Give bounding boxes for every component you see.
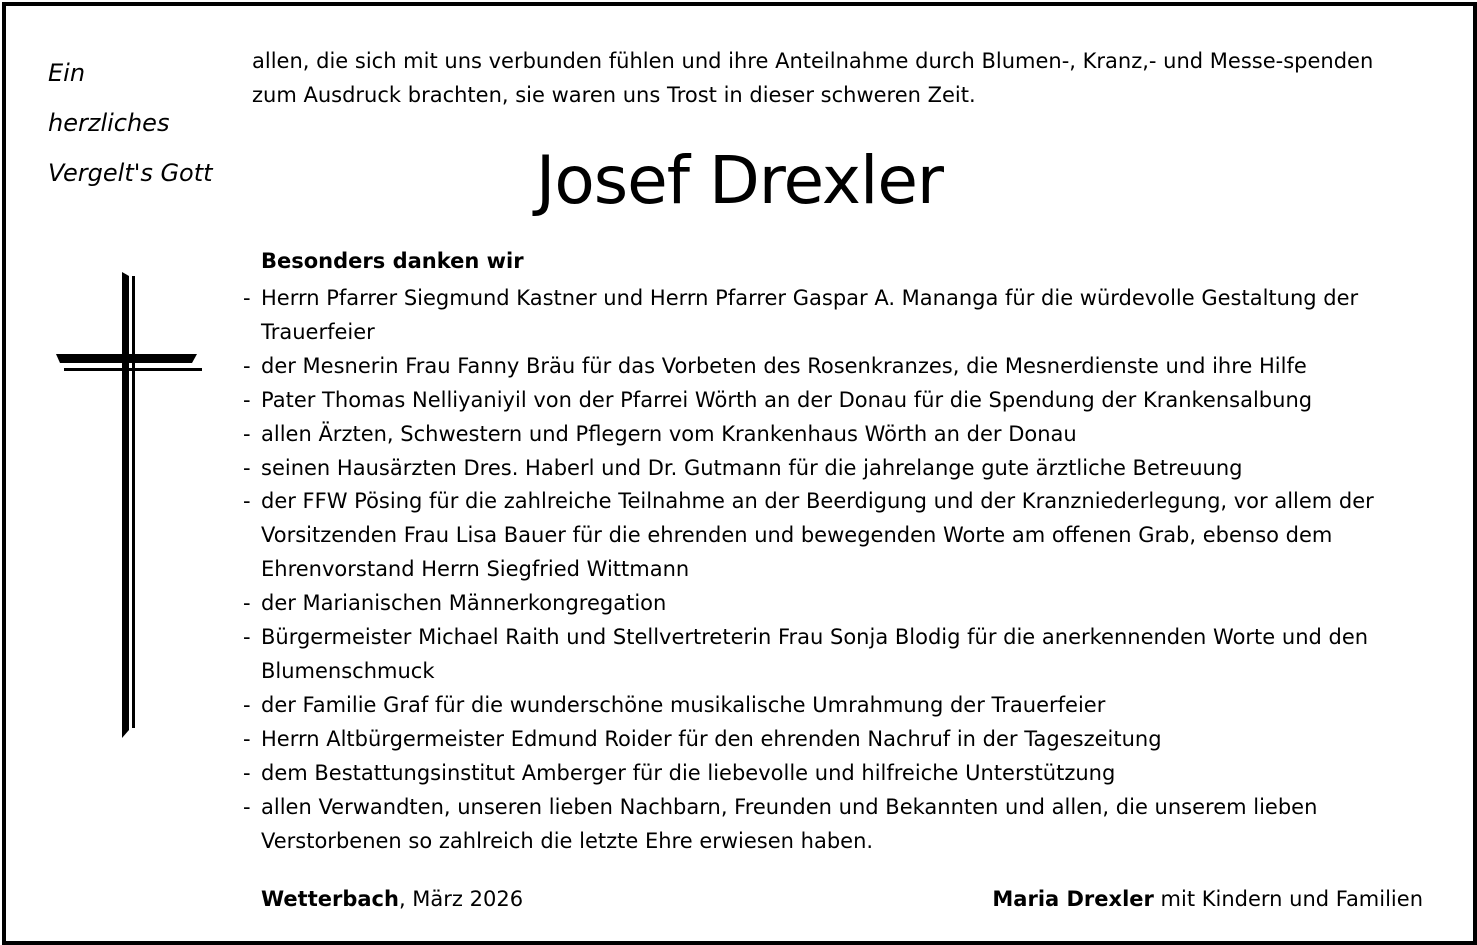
greeting-line-3: Vergelt's Gott bbox=[48, 159, 213, 187]
place: Wetterbach bbox=[261, 887, 399, 911]
list-item: - dem Bestattungsinstitut Amberger für die liebevolle und hilfreiche Unterstützung bbox=[240, 757, 1420, 791]
list-item: - der Marianischen Männerkongregation bbox=[240, 587, 1420, 621]
list-item: - allen Ärzten, Schwestern und Pflegern vom Krankenhaus Wörth an der Donau bbox=[240, 418, 1420, 452]
list-item: - Herrn Altbürgermeister Edmund Roider für den ehrenden Nachruf in der Tageszeitung bbox=[240, 723, 1420, 757]
intro-text: allen, die sich mit uns verbunden fühlen und ihre Anteilnahme durch Blumen-, Kranz,- und Messe-spenden zum Ausdruck brachten, sie waren uns Trost in dieser schweren Zeit. bbox=[252, 49, 1374, 107]
list-item: - der Mesnerin Frau Fanny Bräu für das Vorbeten des Rosenkranzes, die Mesnerdienste und ihre Hilfe bbox=[240, 350, 1420, 384]
list-item: - der Familie Graf für die wunderschöne musikalische Umrahmung der Trauerfeier bbox=[240, 689, 1420, 723]
date: , März 2026 bbox=[398, 887, 524, 911]
list-item: - der FFW Pösing für die zahlreiche Teilnahme an der Beerdigung und der Kranzniederlegung, vor allem der Vorsitzenden Frau Lisa Bauer für die ehrenden und bewegenden Worte am offenen Grab, ebenso dem Ehrenvorstand Herrn Siegfried Wittmann bbox=[240, 485, 1420, 587]
greeting-line-1: Ein bbox=[48, 59, 86, 87]
list-item: - Bürgermeister Michael Raith und Stellvertreterin Frau Sonja Blodig für die anerkennenden Worte und den Blumenschmuck bbox=[240, 621, 1420, 689]
list-item: - Pater Thomas Nelliyaniyil von der Pfarrei Wörth an der Donau für die Spendung der Krankensalbung bbox=[240, 384, 1420, 418]
list-item: - Herrn Pfarrer Siegmund Kastner und Herrn Pfarrer Gaspar A. Mananga für die würdevolle Gestaltung der Trauerfeier bbox=[240, 282, 1420, 350]
greeting-line-2: herzliches bbox=[48, 109, 170, 137]
family-name: Maria Drexler bbox=[992, 887, 1154, 911]
deceased-name: Josef Drexler bbox=[535, 142, 944, 219]
thanks-list bbox=[240, 282, 1420, 858]
place-date bbox=[261, 882, 523, 916]
obituary-card bbox=[2, 2, 1477, 945]
list-item: - allen Verwandten, unseren lieben Nachbarn, Freunden und Bekannten und allen, die unserem lieben Verstorbenen so zahlreich die letzte Ehre erwiesen haben. bbox=[240, 791, 1420, 859]
family-rest: mit Kindern und Familien bbox=[1153, 887, 1423, 911]
signature bbox=[992, 882, 1423, 916]
thanks-heading: Besonders danken wir bbox=[261, 249, 524, 273]
list-item: - seinen Hausärzten Dres. Haberl und Dr. Gutmann für die jahrelange gute ärztliche Betreuung bbox=[240, 452, 1420, 486]
cross-icon bbox=[52, 268, 207, 738]
